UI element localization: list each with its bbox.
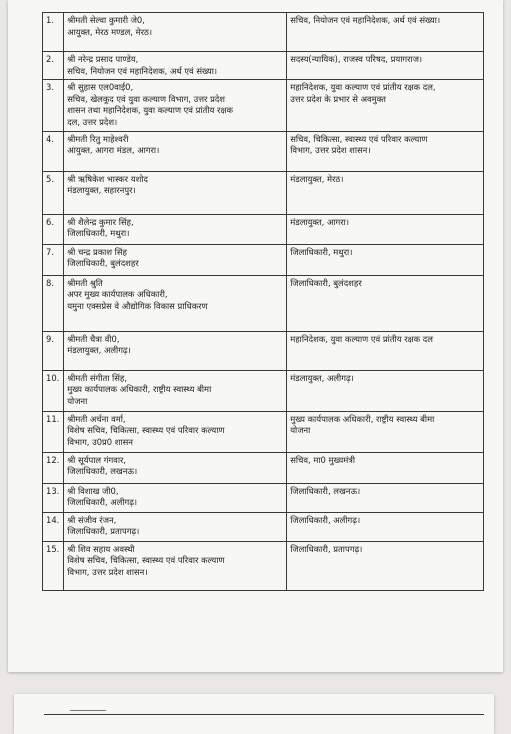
text-line: मुख्य कार्यपालक अधिकारी, राष्ट्रीय स्वास्थ्य बीमा xyxy=(67,384,212,395)
serial-number: 3. xyxy=(43,80,64,131)
text-line: मंडलायुक्त, मेरठ। xyxy=(290,173,344,184)
officer-current-post xyxy=(64,411,287,452)
text-line: जिलाधिकारी, प्रतापगढ़। xyxy=(67,526,140,537)
text-line: सचिव, खेलकूद एवं युवा कल्याण विभाग, उत्तर प्रदेश xyxy=(67,93,225,104)
table-row xyxy=(43,541,484,590)
table-row xyxy=(43,370,484,411)
text-line: मंडलायुक्त, अलीगढ़। xyxy=(67,345,131,356)
officer-current-post xyxy=(64,512,287,541)
table-row xyxy=(43,411,484,452)
text-line: जिलाधिकारी, बुलंदशहर xyxy=(67,258,139,269)
text-line: श्री ऋषिकेश भास्कर यशोद xyxy=(67,173,148,184)
text-line: श्री नरेन्द्र प्रसाद पाण्डेय, xyxy=(67,54,139,64)
text-line: आयुक्त, मेरठ मण्डल, मेरठ। xyxy=(67,26,153,37)
text-line: श्री शैलेन्द्र कुमार सिंह, xyxy=(67,216,134,227)
text-line: सचिव, नियोजन एवं महानिदेशक, अर्थ एवं संख्या। xyxy=(67,65,218,76)
text-line: श्री चन्द्र प्रकाश सिंह xyxy=(67,246,127,257)
table-row xyxy=(43,331,484,370)
new-posting xyxy=(287,275,484,331)
text-line: जिलाधिकारी, अलीगढ़। xyxy=(67,497,138,508)
text-line: जिलाधिकारी, मथुरा। xyxy=(290,246,353,257)
text-line: सदस्य(न्यायिक), राजस्व परिषद, प्रयागराज। xyxy=(290,54,423,64)
officer-current-post xyxy=(64,452,287,483)
text-line: विभाग, उत्तर प्रदेश शासन। xyxy=(67,566,148,577)
text-line: श्री सूर्यपाल गंगवार, xyxy=(67,454,127,465)
text-line: मंडलायुक्त, अलीगढ़। xyxy=(290,372,354,383)
cropped-row-fragment xyxy=(70,710,106,715)
transfer-table-body xyxy=(43,13,484,591)
text-line: जिलाधिकारी, बुलंदशहर xyxy=(290,277,362,288)
officer-current-post xyxy=(64,80,287,131)
text-line: विभाग, उ0प्र0 शासन xyxy=(67,436,133,447)
text-line: विशेष सचिव, चिकित्सा, स्वास्थ्य एवं परिवार कल्याण xyxy=(67,555,225,566)
next-page-edge xyxy=(14,694,494,734)
serial-number: 2. xyxy=(43,52,64,80)
text-line: श्रीमती संगीता सिंह, xyxy=(67,372,127,383)
text-line: जिलाधिकारी, अलीगढ़। xyxy=(290,514,361,525)
table-row xyxy=(43,52,484,80)
text-line: श्री संजीव रंजन, xyxy=(67,514,117,525)
officer-current-post xyxy=(64,331,287,370)
new-posting xyxy=(287,52,484,80)
text-line: मंडलायुक्त, सहारनपुर। xyxy=(67,185,136,196)
officer-current-post xyxy=(64,483,287,512)
table-row xyxy=(43,80,484,131)
table-row xyxy=(43,131,484,171)
text-line: उत्तर प्रदेश के प्रभार से अवमुक्त xyxy=(290,93,386,104)
text-line: विभाग, उत्तर प्रदेश शासन। xyxy=(290,145,371,156)
officer-current-post xyxy=(64,52,287,80)
table-row xyxy=(43,275,484,331)
text-line: जिलाधिकारी, मथुरा। xyxy=(67,228,130,239)
serial-number: 15. xyxy=(43,541,64,590)
serial-number: 1. xyxy=(43,13,64,52)
new-posting xyxy=(287,452,484,483)
text-line: श्री विशाख जी0, xyxy=(67,485,119,496)
text-line: जिलाधिकारी, लखनऊ। xyxy=(290,485,361,496)
table-row xyxy=(43,171,484,214)
text-line: श्रीमती अर्चना वर्मा, xyxy=(67,413,126,424)
text-line: शासन तथा महानिदेशक, युवा कल्याण एवं प्रांतीय रक्षक xyxy=(67,105,233,116)
text-line: श्री सुहास एल0वाई0, xyxy=(67,82,134,93)
text-line: श्रीमती चैत्रा वी0, xyxy=(67,333,120,344)
serial-number: 14. xyxy=(43,512,64,541)
table-row xyxy=(43,452,484,483)
new-posting xyxy=(287,483,484,512)
new-posting xyxy=(287,541,484,590)
serial-number: 8. xyxy=(43,275,64,331)
serial-number: 12. xyxy=(43,452,64,483)
text-line: जिलाधिकारी, लखनऊ। xyxy=(67,466,138,477)
serial-number: 7. xyxy=(43,244,64,275)
officer-current-post xyxy=(64,275,287,331)
text-line: योजना xyxy=(290,425,311,436)
new-posting xyxy=(287,171,484,214)
officer-current-post xyxy=(64,370,287,411)
new-posting xyxy=(287,331,484,370)
text-line: सचिव, मा0 मुख्यमंत्री xyxy=(290,454,356,465)
officer-current-post xyxy=(64,541,287,590)
new-posting xyxy=(287,80,484,131)
transfer-table xyxy=(42,12,484,591)
officer-current-post xyxy=(64,244,287,275)
new-posting xyxy=(287,370,484,411)
text-line: योजना xyxy=(67,395,88,406)
table-row xyxy=(43,13,484,52)
text-line: सचिव, चिकित्सा, स्वास्थ्य एवं परिवार कल्याण xyxy=(290,133,428,144)
serial-number: 10. xyxy=(43,370,64,411)
new-posting xyxy=(287,244,484,275)
table-row xyxy=(43,483,484,512)
text-line: श्रीमती सेल्वा कुमारी जे0, xyxy=(67,15,145,25)
text-line: अपर मुख्य कार्यपालक अधिकारी, xyxy=(67,289,168,300)
new-posting xyxy=(287,411,484,452)
text-line: आयुक्त, आगरा मंडल, आगरा। xyxy=(67,145,160,156)
text-line: दल, उत्तर प्रदेश। xyxy=(67,116,118,127)
officer-current-post xyxy=(64,214,287,244)
text-line: सचिव, नियोजन एवं महानिदेशक, अर्थ एवं संख्या। xyxy=(290,15,441,25)
text-line: श्रीमती श्रुति xyxy=(67,277,103,288)
text-line: महानिदेशक, युवा कल्याण एवं प्रांतीय रक्षक दल xyxy=(290,333,433,344)
serial-number: 4. xyxy=(43,131,64,171)
table-border-fragment xyxy=(44,714,484,715)
new-posting xyxy=(287,13,484,52)
serial-number: 11. xyxy=(43,411,64,452)
new-posting xyxy=(287,131,484,171)
document-page xyxy=(8,0,503,672)
table-row xyxy=(43,244,484,275)
serial-number: 5. xyxy=(43,171,64,214)
officer-current-post xyxy=(64,131,287,171)
text-line: जिलाधिकारी, प्रतापगढ़। xyxy=(290,543,363,554)
text-line: महानिदेशक, युवा कल्याण एवं प्रांतीय रक्षक दल, xyxy=(290,82,436,93)
text-line: श्री शिव सहाय अवस्थी xyxy=(67,543,135,554)
serial-number: 6. xyxy=(43,214,64,244)
officer-current-post xyxy=(64,171,287,214)
text-line: यमुना एक्सप्रेस वे औद्योगिक विकास प्राधिकरण xyxy=(67,300,208,311)
serial-number: 13. xyxy=(43,483,64,512)
new-posting xyxy=(287,214,484,244)
text-line: मुख्य कार्यपालक अधिकारी, राष्ट्रीय स्वास्थ्य बीमा xyxy=(290,413,435,424)
new-posting xyxy=(287,512,484,541)
text-line: मंडलायुक्त, आगरा। xyxy=(290,216,350,227)
table-row xyxy=(43,214,484,244)
text-line: विशेष सचिव, चिकित्सा, स्वास्थ्य एवं परिवार कल्याण xyxy=(67,425,225,436)
serial-number: 9. xyxy=(43,331,64,370)
table-row xyxy=(43,512,484,541)
officer-current-post xyxy=(64,13,287,52)
text-line: श्रीमती रितु माहेश्वरी xyxy=(67,133,129,144)
